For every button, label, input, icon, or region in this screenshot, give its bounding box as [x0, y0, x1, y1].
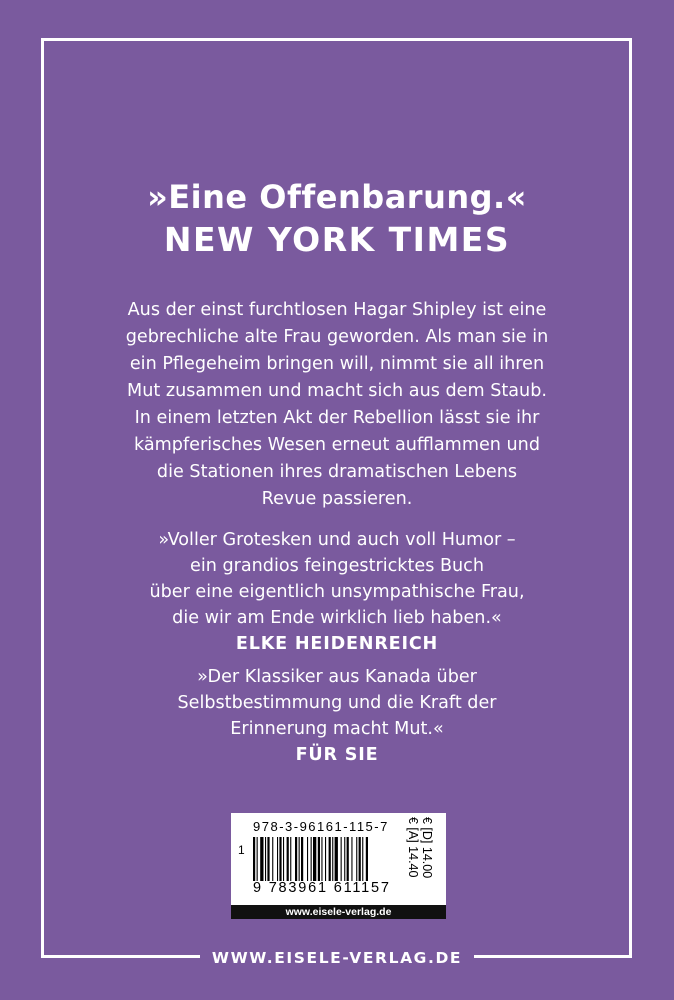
review-quote	[60, 527, 614, 657]
isbn-text: 978-3-96161-115-7	[253, 819, 389, 834]
blurb-line: Aus der einst furchtlosen Hagar Shipley ist eine	[127, 300, 547, 320]
publisher-url-text: WWW.EISELE-VERLAG.DE	[200, 945, 474, 971]
review-line: »Der Klassiker aus Kanada über	[197, 667, 477, 687]
barcode-label	[231, 813, 446, 919]
review-line: ein grandios feingestricktes Buch	[190, 556, 484, 576]
blurb-line: Revue passieren.	[261, 489, 413, 509]
review-line: über eine eigentlich unsympathische Frau,	[149, 582, 525, 602]
headline-quote: »Eine Offenbarung.«	[147, 178, 527, 216]
blurb-line: gebrechliche alte Frau geworden. Als man sie in	[125, 327, 549, 347]
blurb-line: kämpferisches Wesen erneut aufflammen und	[133, 435, 540, 455]
blurb-line: In einem letzten Akt der Rebellion lässt sie ihr	[134, 408, 540, 428]
review-line: die wir am Ende wirklich lieb haben.«	[172, 608, 502, 628]
blurb-line: die Stationen ihres dramatischen Lebens	[156, 462, 518, 482]
barcode-bars	[253, 837, 403, 881]
book-blurb	[60, 297, 614, 513]
price-column	[406, 815, 442, 901]
review-attribution: FÜR SIE	[295, 745, 379, 765]
blurb-line: ein Pflegeheim bringen will, nimmt sie all ihren	[129, 354, 545, 374]
review-line: »Voller Grotesken und auch voll Humor –	[158, 530, 516, 550]
review-quote	[60, 664, 614, 768]
blurb-line: Mut zusammen und macht sich aus dem Staub.	[127, 381, 547, 401]
price-de: € [D] 14.00	[420, 817, 434, 879]
review-line: Erinnerung macht Mut.«	[230, 719, 444, 739]
barcode-number: 9 783961 611157	[253, 880, 391, 896]
leading-digit: 1	[238, 843, 245, 857]
headline-source: NEW YORK TIMES	[163, 220, 511, 259]
publisher-url	[0, 945, 674, 971]
barcode-url: www.eisele-verlag.de	[231, 905, 446, 919]
review-attribution: ELKE HEIDENREICH	[235, 634, 439, 654]
review-line: Selbstbestimmung und die Kraft der	[177, 693, 497, 713]
price-at: € [A] 14.40	[406, 817, 420, 878]
